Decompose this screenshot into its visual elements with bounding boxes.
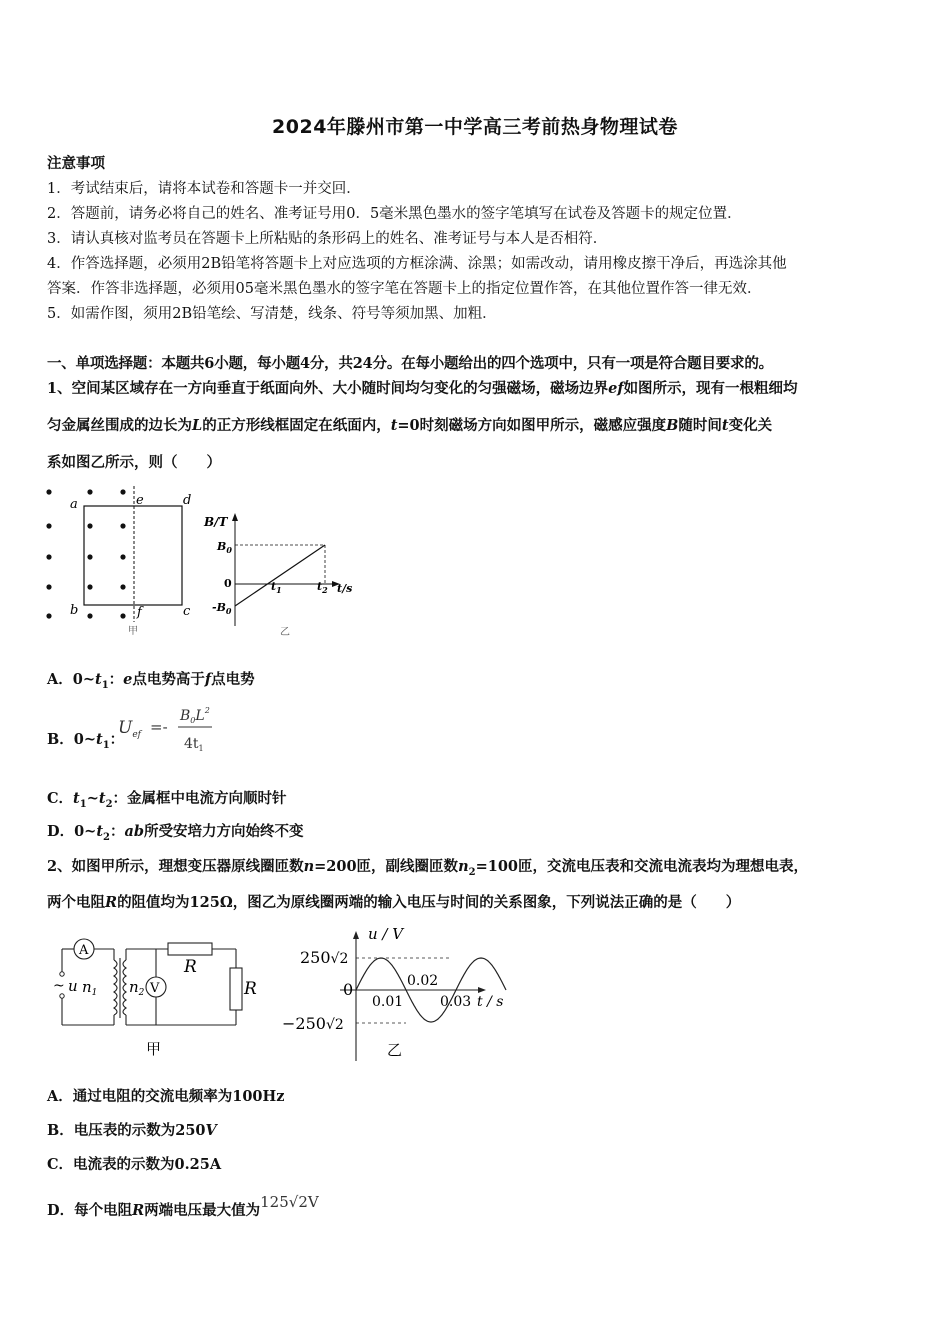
svg-text:=-: =- <box>150 718 168 736</box>
primary-coil <box>114 960 117 1015</box>
q1-stem-line2: 匀金属丝围成的边长为L的正方形线框固定在纸面内，t=0时刻磁场方向如图甲所示，磁感应强度B随时间t变化关 <box>47 417 773 434</box>
origin-label: 0 <box>343 980 354 999</box>
label-f: f <box>137 605 142 620</box>
q2-option-d-value: 125√2V <box>260 1193 319 1211</box>
section-heading: 一、单项选择题：本题共6小题，每小题4分，共24分。在每小题给出的四个选项中，只有一项是符合题目要求的。 <box>47 355 773 372</box>
u-label: u <box>68 977 78 995</box>
y-label: B/T <box>204 515 228 529</box>
q1-stem-line3: 系如图乙所示，则（ ） <box>47 454 221 471</box>
ammeter-label: A <box>79 943 89 958</box>
pos-peak-label: 250√2 <box>300 948 349 967</box>
label-b: b <box>70 603 79 618</box>
tick-003: 0.03 <box>440 994 472 1010</box>
secondary-coil <box>123 960 126 1015</box>
q1-stem-line1: 1、空间某区域存在一方向垂直于纸面向外、大小随时间均匀变化的匀强磁场，磁场边界ef如图所示，现有一根粗细均 <box>47 380 798 397</box>
caption-jia: 甲 <box>146 1040 162 1058</box>
neg-b0-label: $-B_0$ <box>212 601 232 616</box>
y-axis-arrow <box>232 513 238 521</box>
n2-label: $n_2$ <box>129 978 145 998</box>
caption-yi: 乙 <box>387 1041 403 1059</box>
t-axis-label: t / s <box>477 994 504 1010</box>
tilde-label: ~ <box>53 978 65 994</box>
t-axis-arrow <box>478 987 486 993</box>
notice-item: 4．作答选择题，必须用2B铅笔将答题卡上对应选项的方框涂满、涂黑；如需改动，请用橡皮擦干净后，再选涂其他 <box>47 256 787 272</box>
q2-option-d[interactable]: D．每个电阻R两端电压最大值为125√2V <box>47 1193 319 1219</box>
caption-jia: 甲 <box>128 626 138 637</box>
q2-figure-circuit <box>48 930 273 1060</box>
r1-label: R <box>184 957 197 977</box>
notice-item: 5．如需作图，须用2B铅笔绘、写清楚，线条、符号等须加黑、加粗． <box>47 306 497 322</box>
b0-label: $B_0$ <box>217 540 232 555</box>
svg-text:Uef: $U_{ef}$ <box>118 718 141 740</box>
q2-option-a[interactable]: A．通过电阻的交流电频率为100Hz <box>47 1088 285 1105</box>
magnetic-field-dots <box>46 489 125 618</box>
tick-001: 0.01 <box>372 994 404 1010</box>
q1-figure-jia <box>38 484 203 639</box>
svg-text:4t1: $4t_1$ <box>184 736 204 753</box>
t2-label: $t_2$ <box>317 580 328 595</box>
notice-heading: 注意事项 <box>47 155 105 172</box>
label-c: c <box>183 604 191 619</box>
u-axis-label: u / V <box>368 925 404 943</box>
u-axis-arrow <box>353 931 359 939</box>
q2-option-c[interactable]: C．电流表的示数为0.25A <box>47 1156 222 1173</box>
b-t-line <box>235 545 325 606</box>
notice-item: 1．考试结束后，请将本试卷和答题卡一并交回． <box>47 181 361 197</box>
caption-yi: 乙 <box>280 627 290 638</box>
r2-label: R <box>244 979 257 999</box>
resistor-top <box>168 943 212 955</box>
q1-option-b-formula <box>114 700 224 758</box>
page-title: 2024年滕州市第一中学高三考前热身物理试卷 <box>272 116 678 138</box>
tick-002: 0.02 <box>407 973 439 989</box>
q1-option-b[interactable]: B．$0\sim t_1$： <box>47 731 125 751</box>
q2-option-b[interactable]: B．电压表的示数为250V <box>47 1122 217 1139</box>
q1-option-d[interactable]: D．$0\sim t_2$：ab所受安培力方向始终不变 <box>47 823 304 843</box>
label-d: d <box>183 493 192 508</box>
q2-stem-line1: 2、如图甲所示，理想变压器原线圈匝数n=200匝，副线圈匝数$n_2=100$匝，交流电压表和交流电流表均为理想电表， <box>47 858 808 878</box>
voltmeter-label: V <box>150 981 160 996</box>
resistor-right <box>230 968 242 1010</box>
square-frame <box>84 506 182 605</box>
label-e: e <box>136 493 144 508</box>
notice-item: 答案．作答非选择题，必须用05毫米黑色墨水的签字笔在答题卡上的指定位置作答，在其他位置作答一律无效． <box>47 281 762 297</box>
q2-stem-line2: 两个电阻R的阻值均为125Ω，图乙为原线圈两端的输入电压与时间的关系图象，下列说法正确的是（ ） <box>47 894 741 911</box>
svg-text:B0L2: $B_0L^2$ <box>180 706 210 725</box>
origin-label: 0 <box>224 577 232 590</box>
neg-peak-label: −250√2 <box>282 1014 344 1033</box>
n1-label: $n_1$ <box>82 978 98 998</box>
q1-option-c[interactable]: C．$t_1\sim t_2$：金属框中电流方向顺时针 <box>47 790 287 810</box>
notice-item: 3．请认真核对监考员在答题卡上所粘贴的条形码上的姓名、准考证号与本人是否相符． <box>47 231 608 247</box>
q1-option-a[interactable]: A．$0\sim t_1$：e点电势高于f点电势 <box>47 671 255 691</box>
x-label: t/s <box>337 582 353 595</box>
t1-label: $t_1$ <box>271 580 282 595</box>
label-a: a <box>70 497 78 512</box>
q1-figure-yi <box>200 510 365 640</box>
q2-figure-sine <box>280 925 510 1065</box>
notice-item: 2．答题前，请务必将自己的姓名、准考证号用0．5毫米黑色墨水的签字笔填写在试卷及答题卡的规定位置． <box>47 206 742 222</box>
